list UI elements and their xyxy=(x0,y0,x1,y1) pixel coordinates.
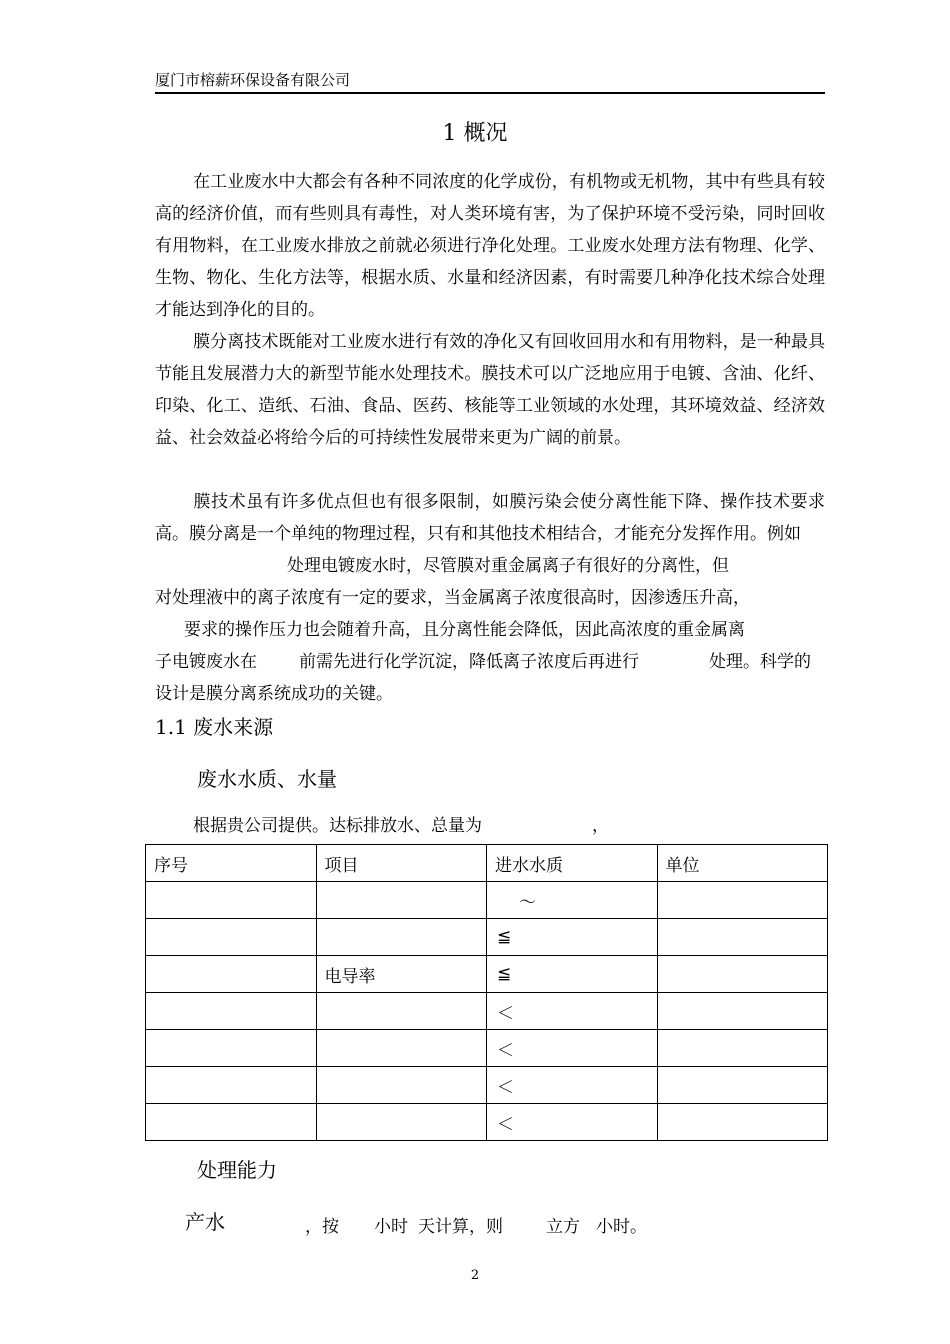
table-cell xyxy=(316,1104,487,1141)
header-cell: 进水水质 xyxy=(487,845,658,882)
table-cell xyxy=(146,956,317,993)
paragraph-2 xyxy=(155,326,825,454)
table-row xyxy=(146,1030,828,1067)
table-cell xyxy=(657,956,828,993)
paragraph-3-line6: 设计是膜分离系统成功的关键。 xyxy=(155,684,393,704)
header-cell: 序号 xyxy=(146,845,317,882)
table-cell: ≦ xyxy=(487,956,658,993)
header-cell: 项目 xyxy=(316,845,487,882)
capacity-text-2: 小时 xyxy=(374,1217,408,1237)
company-name: 厦门市榕薪环保设备有限公司 xyxy=(155,71,351,89)
table-cell xyxy=(316,993,487,1030)
paragraph-3-line5b: 前需先进行化学沉淀，降低离子浓度后再进行 xyxy=(299,652,639,672)
capacity-label: 产水 xyxy=(185,1210,225,1234)
table-cell: ＜ xyxy=(487,993,658,1030)
table-cell xyxy=(146,1030,317,1067)
table-header-row xyxy=(146,845,828,882)
table-row xyxy=(146,956,828,993)
table-cell xyxy=(146,1104,317,1141)
table-cell: ＜ xyxy=(487,1104,658,1141)
table-cell: 电导率 xyxy=(316,956,487,993)
water-quality-table xyxy=(145,844,828,1141)
paragraph-3 xyxy=(155,486,825,550)
paragraph-2-text: 膜分离技术既能对工业废水进行有效的净化又有回收回用水和有用物料，是一种最具节能且发展潜力大的新型节能水处理技术。膜技术可以广泛地应用于电镀、含油、化纤、印染、化工、造纸、石油、食品、医药、核能等工业领域的水处理，其环境效益、经济效益、社会效益必将给今后的可持续性发展带来更为广阔的前景。 xyxy=(155,332,825,448)
table-cell: ≦ xyxy=(487,919,658,956)
capacity-title: 处理能力 xyxy=(197,1158,277,1182)
paragraph-1 xyxy=(155,166,825,326)
capacity-text-1: ，按 xyxy=(305,1217,339,1237)
paragraph-1-text: 在工业废水中大都会有各种不同浓度的化学成份，有机物或无机物，其中有些具有较高的经济价值，而有些则具有毒性，对人类环境有害，为了保护环境不受污染，同时回收有用物料，在工业废水排放之前就必须进行净化处理。工业废水处理方法有物理、化学、生物、物化、生化方法等，根据水质、水量和经济因素，有时需要几种净化技术综合处理才能达到净化的目的。 xyxy=(155,172,825,320)
table-cell xyxy=(316,919,487,956)
paragraph-3-line5c: 处理。科学的 xyxy=(709,652,811,672)
water-quality-title: 废水水质、水量 xyxy=(197,767,337,791)
water-quality-intro-end: ， xyxy=(592,816,609,836)
capacity-text-3: 天计算，则 xyxy=(418,1217,503,1237)
table-cell xyxy=(657,882,828,919)
water-quality-intro: 根据贵公司提供。达标排放水、总量为 xyxy=(193,816,482,836)
table-cell xyxy=(146,1067,317,1104)
table-row xyxy=(146,1104,828,1141)
header-cell: 单位 xyxy=(657,845,828,882)
table-cell xyxy=(316,1067,487,1104)
paragraph-3-line3: 对处理液中的离子浓度有一定的要求，当金属离子浓度很高时，因渗透压升高， xyxy=(155,588,750,608)
table-cell xyxy=(146,882,317,919)
section-1-1-title: 1.1 废水来源 xyxy=(155,715,274,739)
table-cell: ＜ xyxy=(487,1067,658,1104)
table-row xyxy=(146,1067,828,1104)
paragraph-3-line5a: 子电镀废水在 xyxy=(155,652,257,672)
page-number: 2 xyxy=(470,1268,480,1283)
paragraph-3-line2: 处理电镀废水时，尽管膜对重金属离子有很好的分离性，但 xyxy=(287,556,729,576)
table-row xyxy=(146,993,828,1030)
table-cell xyxy=(316,882,487,919)
capacity-text-5: 小时。 xyxy=(596,1217,647,1237)
table-cell xyxy=(657,919,828,956)
page-header xyxy=(155,70,825,94)
table-cell xyxy=(146,993,317,1030)
table-row xyxy=(146,919,828,956)
table-cell xyxy=(146,919,317,956)
paragraph-3-line4: 要求的操作压力也会随着升高，且分离性能会降低，因此高浓度的重金属离 xyxy=(184,620,745,640)
table-cell xyxy=(657,1030,828,1067)
table-cell xyxy=(657,993,828,1030)
section-title: 1 概况 xyxy=(442,121,508,146)
table-cell xyxy=(657,1067,828,1104)
table-cell xyxy=(657,1104,828,1141)
capacity-text-4: 立方 xyxy=(546,1217,580,1237)
table-cell: ＜ xyxy=(487,1030,658,1067)
table-cell: ～ xyxy=(487,882,658,919)
table-row xyxy=(146,882,828,919)
paragraph-3-text: 膜技术虽有许多优点但也有很多限制，如膜污染会使分离性能下降、操作技术要求高。膜分离是一个单纯的物理过程，只有和其他技术相结合，才能充分发挥作用。例如 xyxy=(155,492,825,544)
table-cell xyxy=(316,1030,487,1067)
